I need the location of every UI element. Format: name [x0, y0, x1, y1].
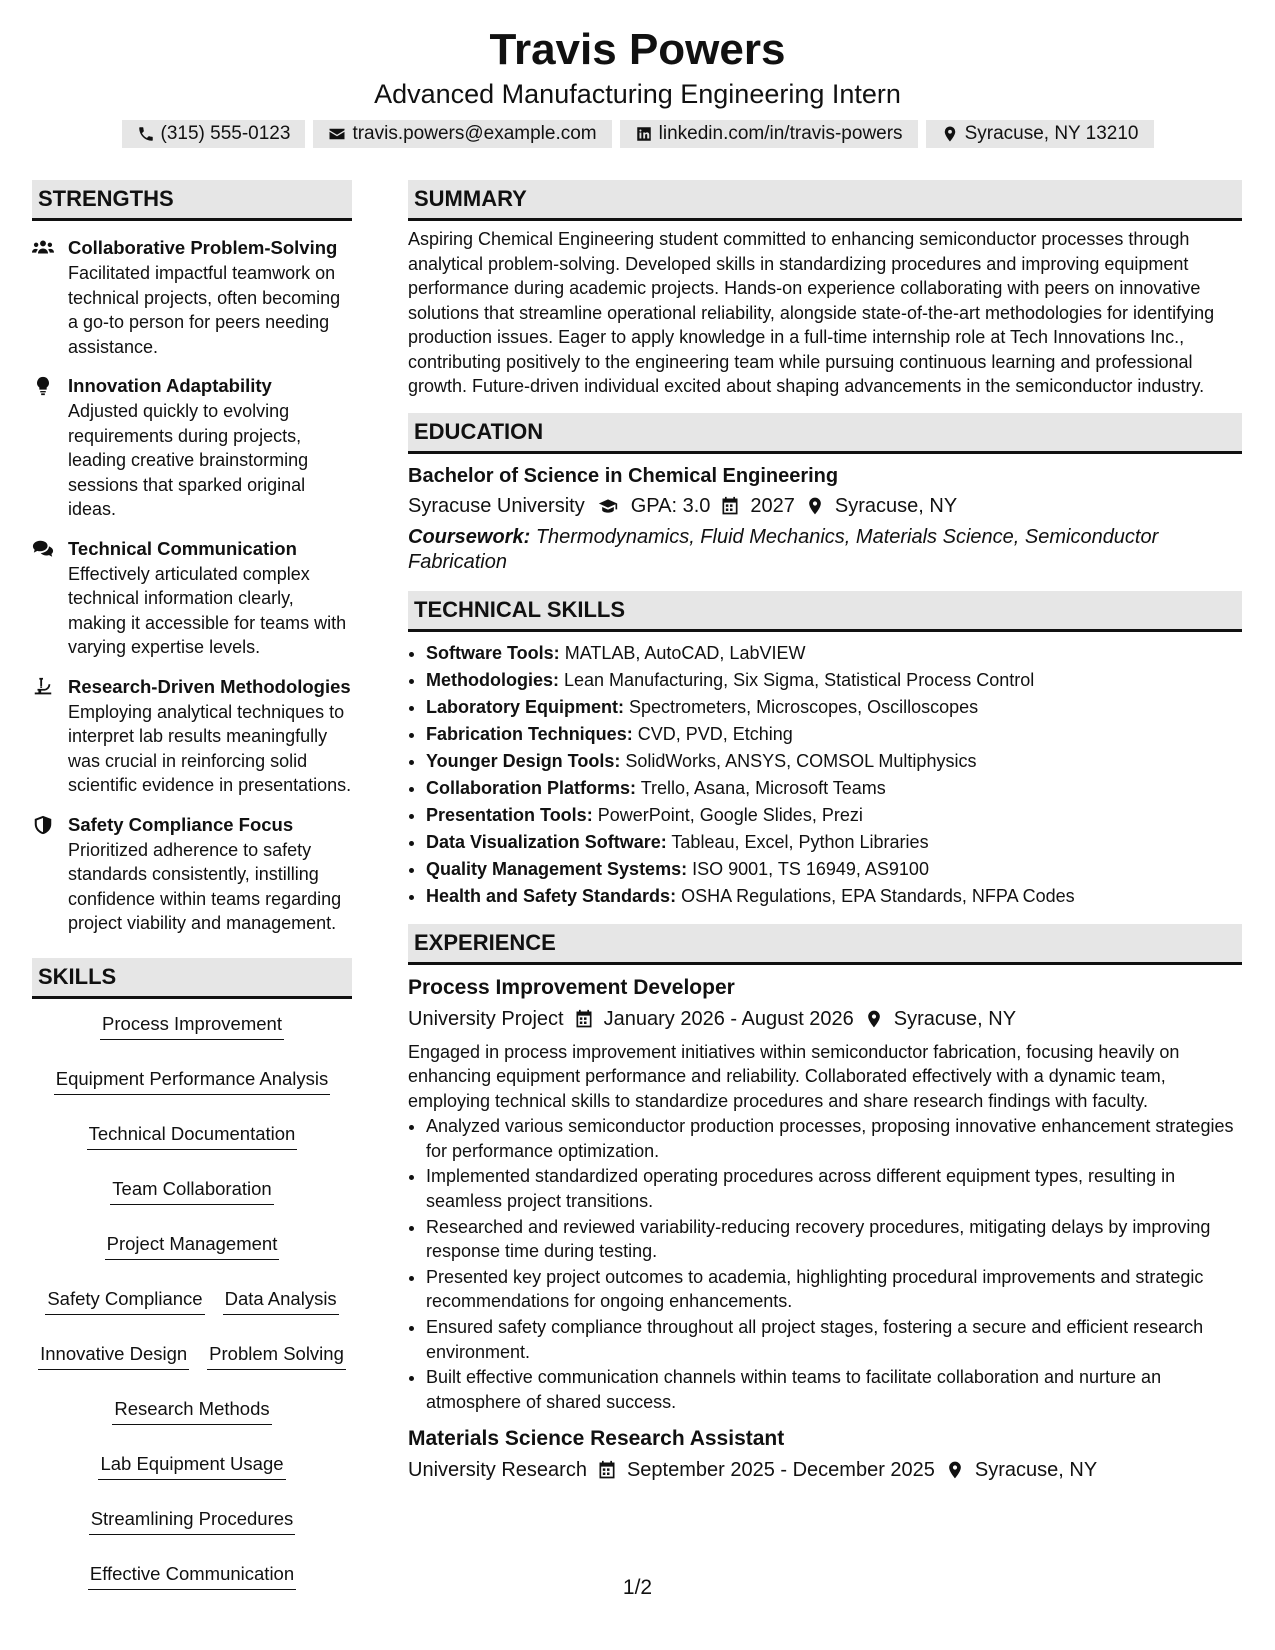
job-org: University Project: [408, 1007, 564, 1030]
list-item: [426, 640, 1242, 667]
tech-skill-value: PowerPoint, Google Slides, Prezi: [597, 804, 863, 825]
comments-icon: [32, 539, 54, 559]
map-pin-icon: [945, 1460, 965, 1480]
coursework-label: Coursework:: [408, 525, 531, 548]
tech-skill-value: OSHA Regulations, EPA Standards, NFPA Codes: [681, 885, 1075, 906]
list-item: • Implemented standardized operating procedures across different equipment types, resulting in seamless project transitions.: [426, 1164, 1242, 1213]
list-item: [426, 829, 1242, 856]
list-item: [426, 775, 1242, 802]
contact-phone[interactable]: [122, 120, 306, 148]
job-dates: September 2025 - December 2025: [626, 1459, 935, 1482]
contact-email-text: travis.powers@example.com: [352, 123, 597, 144]
tech-skill-label: Collaboration Platforms:: [426, 777, 637, 798]
job-meta: [408, 1455, 1242, 1485]
technical-skills-list: [408, 640, 1242, 910]
skill-tag: Equipment Performance Analysis: [54, 1066, 331, 1095]
contact-phone-text: (315) 555-0123: [160, 123, 291, 144]
tech-skill-value: Trello, Asana, Microsoft Teams: [640, 777, 886, 798]
linkedin-icon: [635, 125, 653, 143]
skill-tag: Lab Equipment Usage: [98, 1451, 285, 1480]
strength-item: [32, 235, 352, 359]
school-location: Syracuse, NY: [834, 494, 958, 517]
shield-icon: [32, 815, 54, 835]
experience-heading: EXPERIENCE: [408, 924, 1242, 965]
skill-tag: Process Improvement: [100, 1011, 284, 1040]
list-item: [426, 721, 1242, 748]
skill-tag: Effective Communication: [88, 1561, 296, 1590]
calendar-icon: [720, 496, 740, 516]
strength-desc: Facilitated impactful teamwork on technical projects, often becoming a go-to person for peers needing assistance.: [68, 263, 341, 357]
strength-desc: Adjusted quickly to evolving requirements during projects, leading creative brainstorming sessions that sparked original ideas.: [68, 401, 309, 519]
list-item: [426, 667, 1242, 694]
candidate-name: Travis Powers: [489, 25, 786, 74]
tech-skill-value: CVD, PVD, Etching: [637, 723, 793, 744]
microscope-icon: [32, 677, 54, 697]
tech-skill-value: ISO 9001, TS 16949, AS9100: [692, 858, 929, 879]
tech-skill-value: Spectrometers, Microscopes, Oscilloscopes: [629, 696, 979, 717]
list-item: [426, 694, 1242, 721]
job-location: Syracuse, NY: [893, 1007, 1017, 1030]
list-item: [426, 802, 1242, 829]
tech-skill-value: Lean Manufacturing, Six Sigma, Statistical Process Control: [564, 669, 1035, 690]
skill-tag: Streamlining Procedures: [89, 1506, 296, 1535]
strength-desc: Effectively articulated complex technical information clearly, making it accessible for teams with varying expertise levels.: [68, 563, 347, 657]
list-item: [426, 883, 1242, 910]
tech-skill-label: Laboratory Equipment:: [426, 696, 625, 717]
graduation-cap-icon: [595, 496, 621, 516]
tech-skill-label: Fabrication Techniques:: [426, 723, 633, 744]
left-column: [32, 180, 352, 1590]
education-heading: EDUCATION: [408, 413, 1242, 454]
contact-linkedin-text: linkedin.com/in/travis-powers: [658, 123, 903, 144]
strength-name: Innovation Adaptability: [68, 375, 272, 396]
list-item: • Built effective communication channels within teams to facilitate collaboration and nurture an atmosphere of shared success.: [426, 1365, 1242, 1414]
job-meta: [408, 1004, 1242, 1034]
contact-location: [926, 120, 1154, 148]
strength-desc: Prioritized adherence to safety standards consistently, instilling confidence within teams regarding project viability and management.: [68, 839, 342, 933]
degree-title: Bachelor of Science in Chemical Engineering: [408, 464, 839, 487]
tech-skill-label: Quality Management Systems:: [426, 858, 688, 879]
skill-tag: Research Methods: [112, 1396, 271, 1425]
calendar-icon: [597, 1460, 617, 1480]
strength-name: Research-Driven Methodologies: [68, 675, 351, 697]
calendar-icon: [574, 1009, 594, 1029]
tech-skill-value: MATLAB, AutoCAD, LabVIEW: [564, 642, 806, 663]
strength-item: [32, 373, 352, 522]
list-item: • Presented key project outcomes to academia, highlighting procedural improvements and strategic recommendations for ongoing enhancements.: [426, 1265, 1242, 1314]
contact-location-text: Syracuse, NY 13210: [964, 123, 1139, 144]
list-item: • Ensured safety compliance throughout all project stages, fostering a secure and efficient research environment.: [426, 1315, 1242, 1364]
skill-tag: Team Collaboration: [110, 1176, 273, 1205]
map-pin-icon: [805, 496, 825, 516]
users-icon: [32, 238, 54, 258]
map-pin-icon: [864, 1009, 884, 1029]
summary-text: Aspiring Chemical Engineering student committed to enhancing semiconductor processes through analytical problem-solving. Developed skills in standardizing procedures and improving equipment performance during academic projects. Hands-on experience collaborating with peers on innovative solutions that streamline operational reliability, alongside state-of-the-art methodologies for identifying production issues. Eager to apply knowledge in a full-time internship role at Tech Innovations Inc., contributing positively to the engineering team while pursuing continuous learning and professional growth. Future-driven individual excited about shaping advancements in the semiconductor industry.: [408, 229, 1215, 396]
map-pin-icon: [941, 125, 959, 143]
strength-desc: Employing analytical techniques to interpret lab results meaningfully was crucial in reinforcing solid scientific evidence in presentations.: [68, 701, 352, 795]
skill-tag: Data Analysis: [223, 1286, 339, 1315]
job-location: Syracuse, NY: [974, 1459, 1098, 1482]
tech-skill-value: Tableau, Excel, Python Libraries: [671, 831, 929, 852]
skills-list: [32, 1011, 352, 1590]
tech-skill-label: Methodologies:: [426, 669, 559, 690]
job-description: Engaged in process improvement initiatives within semiconductor fabrication, focusing heavily on enhancing equipment performance and reliability. Collaborated effectively with a dynamic team, employing technical skills to standardize procedures and share research findings with faculty.: [408, 1041, 1180, 1111]
contact-email[interactable]: [313, 120, 611, 148]
right-column: [408, 180, 1242, 1485]
strength-name: Collaborative Problem-Solving: [68, 237, 338, 258]
strength-item: [32, 812, 352, 936]
skill-tag: Innovative Design: [38, 1341, 189, 1370]
strengths-heading: STRENGTHS: [32, 180, 352, 221]
job-bullets: [408, 1114, 1242, 1414]
list-item: [426, 856, 1242, 883]
tech-skill-label: Software Tools:: [426, 642, 560, 663]
job-org: University Research: [408, 1459, 587, 1482]
strength-item: [32, 536, 352, 660]
tech-skill-value: SolidWorks, ANSYS, COMSOL Multiphysics: [625, 750, 977, 771]
tech-skill-label: Health and Safety Standards:: [426, 885, 677, 906]
phone-icon: [137, 125, 155, 143]
resume-header: [0, 0, 1275, 148]
contact-linkedin[interactable]: [620, 120, 918, 148]
job-dates: January 2026 - August 2026: [603, 1007, 854, 1030]
contact-bar: [0, 120, 1275, 148]
tech-skill-label: Presentation Tools:: [426, 804, 593, 825]
list-item: • Researched and reviewed variability-reducing recovery procedures, mitigating delays by improving response time during testing.: [426, 1215, 1242, 1264]
strength-item: [32, 674, 352, 798]
tech-skill-label: Data Visualization Software:: [426, 831, 667, 852]
coursework: [408, 525, 1242, 575]
skill-tag: Project Management: [105, 1231, 280, 1260]
candidate-title: Advanced Manufacturing Engineering Intern: [374, 79, 901, 109]
page-number: 1/2: [622, 1576, 653, 1599]
education-meta: [408, 491, 1242, 521]
list-item: [426, 748, 1242, 775]
gpa-value: GPA: 3.0: [630, 494, 711, 517]
technical-skills-heading: TECHNICAL SKILLS: [408, 591, 1242, 632]
job-title: Materials Science Research Assistant: [408, 1427, 785, 1451]
coursework-list: Thermodynamics, Fluid Mechanics, Materials Science, Semiconductor Fabrication: [408, 525, 1159, 573]
strength-name: Technical Communication: [68, 537, 297, 559]
skill-tag: Problem Solving: [207, 1341, 346, 1370]
job-title: Process Improvement Developer: [408, 975, 735, 999]
summary-heading: SUMMARY: [408, 180, 1242, 221]
job-entry: [408, 973, 1242, 1415]
list-item: • Analyzed various semiconductor production processes, proposing innovative enhancement strategies for performance optimization.: [426, 1114, 1242, 1163]
envelope-icon: [328, 125, 346, 143]
skill-tag: Safety Compliance: [45, 1286, 204, 1315]
job-entry: [408, 1424, 1242, 1485]
lightbulb-icon: [32, 376, 54, 396]
strength-name: Safety Compliance Focus: [68, 813, 294, 835]
tech-skill-label: Younger Design Tools:: [426, 750, 621, 771]
school-name: Syracuse University: [408, 494, 585, 517]
skills-heading: SKILLS: [32, 958, 352, 999]
graduation-year: 2027: [750, 494, 795, 517]
skill-tag: Technical Documentation: [87, 1121, 298, 1150]
